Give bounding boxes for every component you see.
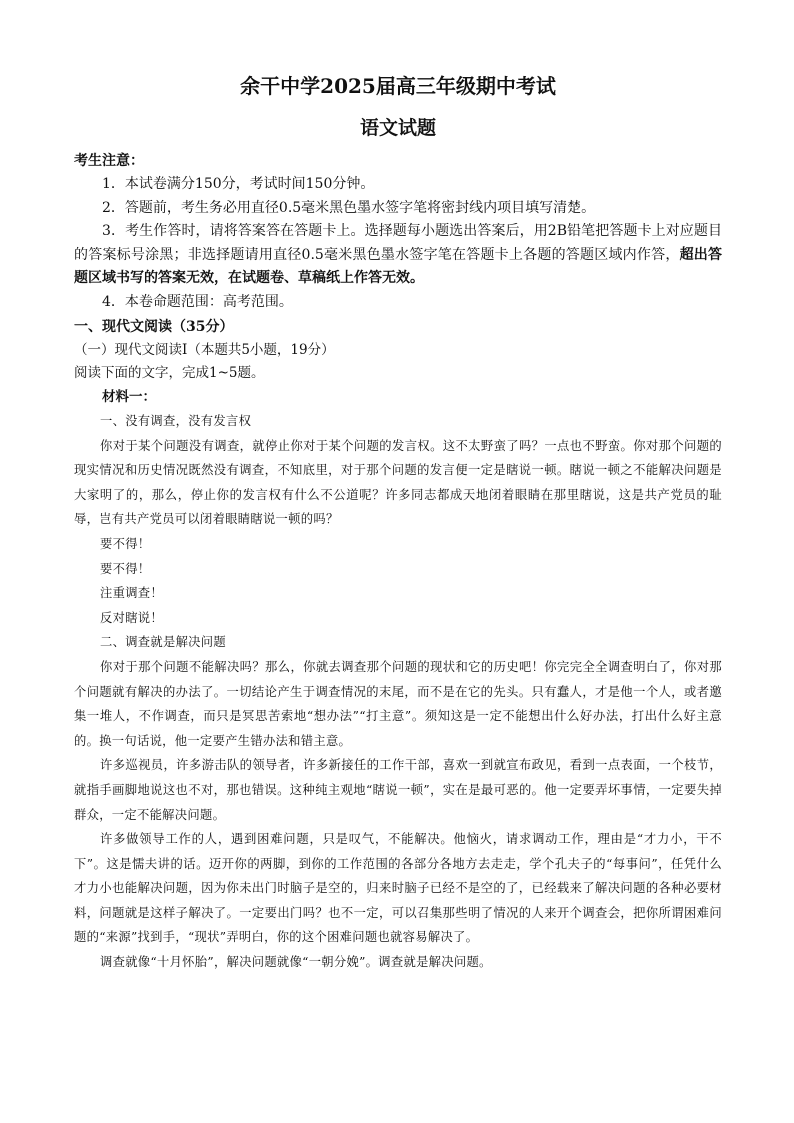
exclamation-line-1: 要不得！ bbox=[100, 536, 151, 551]
article-paragraph-3: 许多巡视员，许多游击队的领导者，许多新接任的工作干部，喜欢一到就宣布政见，看到一点表面，一个枝节，就指手画脚地说这也不对，那也错误。这种纯主观地“瞎说一顿”，实在是最可恶的。他一定要弄坏事情，一定要失掉群众，一定不能解决问题。 bbox=[74, 758, 722, 822]
article-paragraph-1: 你对于某个问题没有调查，就停止你对于某个问题的发言权。这不太野蛮了吗？一点也不野蛮。你对那个问题的现实情况和历史情况既然没有调查，不知底里，对于那个问题的发言便一定是瞎说一顿。瞎说一顿之不能解决问题是大家明了的，那么，停止你的发言权有什么不公道呢？许多同志都成天地闭着眼睛在那里瞎说，这是共产党员的耻辱，岂有共产党员可以闭着眼睛瞎说一顿的吗？ bbox=[74, 438, 722, 527]
article-paragraph-5: 调查就像“十月怀胎”，解决问题就像“一朝分娩”。调查就是解决问题。 bbox=[100, 955, 492, 970]
article-heading-2: 二、调查就是解决问题 bbox=[100, 635, 226, 650]
exam-subtitle: 语文试题 bbox=[359, 117, 436, 139]
notice-item-2: 2．答题前，考生务必用直径0.5毫米黑色墨水签字笔将密封线内项目填写清楚。 bbox=[102, 199, 596, 216]
reading-instruction: 阅读下面的文字，完成1~5题。 bbox=[74, 365, 265, 381]
section-heading: 一、现代文阅读（35分） bbox=[74, 319, 234, 335]
exam-title: 余干中学2025届高三年级期中考试 bbox=[240, 74, 556, 98]
notice-item-3 bbox=[74, 220, 722, 291]
notice-item-3-text: 3．考生作答时，请将答案答在答题卡上。选择题每小题选出答案后，用2B铅笔把答题卡上对应题目的答案标号涂黑；非选择题请用直径0.5毫米黑色墨水签字笔在答题卡上各题的答题区域内作答， bbox=[74, 223, 722, 263]
section-sub-heading: （一）现代文阅读Ⅰ（本题共5小题，19分） bbox=[74, 342, 335, 358]
exclamation-line-2: 要不得！ bbox=[100, 561, 151, 576]
notice-item-1: 1．本试卷满分150分，考试时间150分钟。 bbox=[102, 176, 375, 192]
exclamation-line-3: 注重调查！ bbox=[100, 586, 163, 601]
article-heading-1: 一、没有调查，没有发言权 bbox=[100, 414, 252, 428]
material-label: 材料一： bbox=[102, 389, 156, 405]
notice-item-4: 4．本卷命题范围：高考范围。 bbox=[102, 293, 293, 310]
article-paragraph-2: 你对于那个问题不能解决吗？那么，你就去调查那个问题的现状和它的历史吧！你完完全全调查明白了，你对那个问题就有解决的办法了。一切结论产生于调查情况的末尾，而不是在它的先头。只有蠢人，才是他一个人，或者邀集一堆人，不作调查，而只是冥思苦索地“想办法”“打主意”。须知这是一定不能想出什么好办法，打出什么好主意的。换一句话说，他一定要产生错办法和错主意。 bbox=[74, 659, 722, 748]
article-paragraph-4: 许多做领导工作的人，遇到困难问题，只是叹气，不能解决。他恼火，请求调动工作，理由是“才力小，干不下”。这是懦夫讲的话。迈开你的两脚，到你的工作范围的各部分各地方去走走，学个孔夫子的“每事问”，任凭什么才力小也能解决问题，因为你未出门时脑子是空的，归来时脑子已经不是空的了，已经载来了解决问题的各种必要材料，问题就是这样子解决了。一定要出门吗？也不一定，可以召集那些明了情况的人来开个调查会，把你所谓困难问题的“来源”找到手，“现状”弄明白，你的这个困难问题也就容易解决了。 bbox=[74, 832, 722, 945]
exclamation-line-4: 反对瞎说！ bbox=[100, 610, 163, 625]
notice-heading: 考生注意： bbox=[74, 153, 144, 169]
notice-item-3-emphasis: 超出答题区域书写的答案无效，在试题卷、草稿纸上作答无效。 bbox=[74, 246, 723, 286]
